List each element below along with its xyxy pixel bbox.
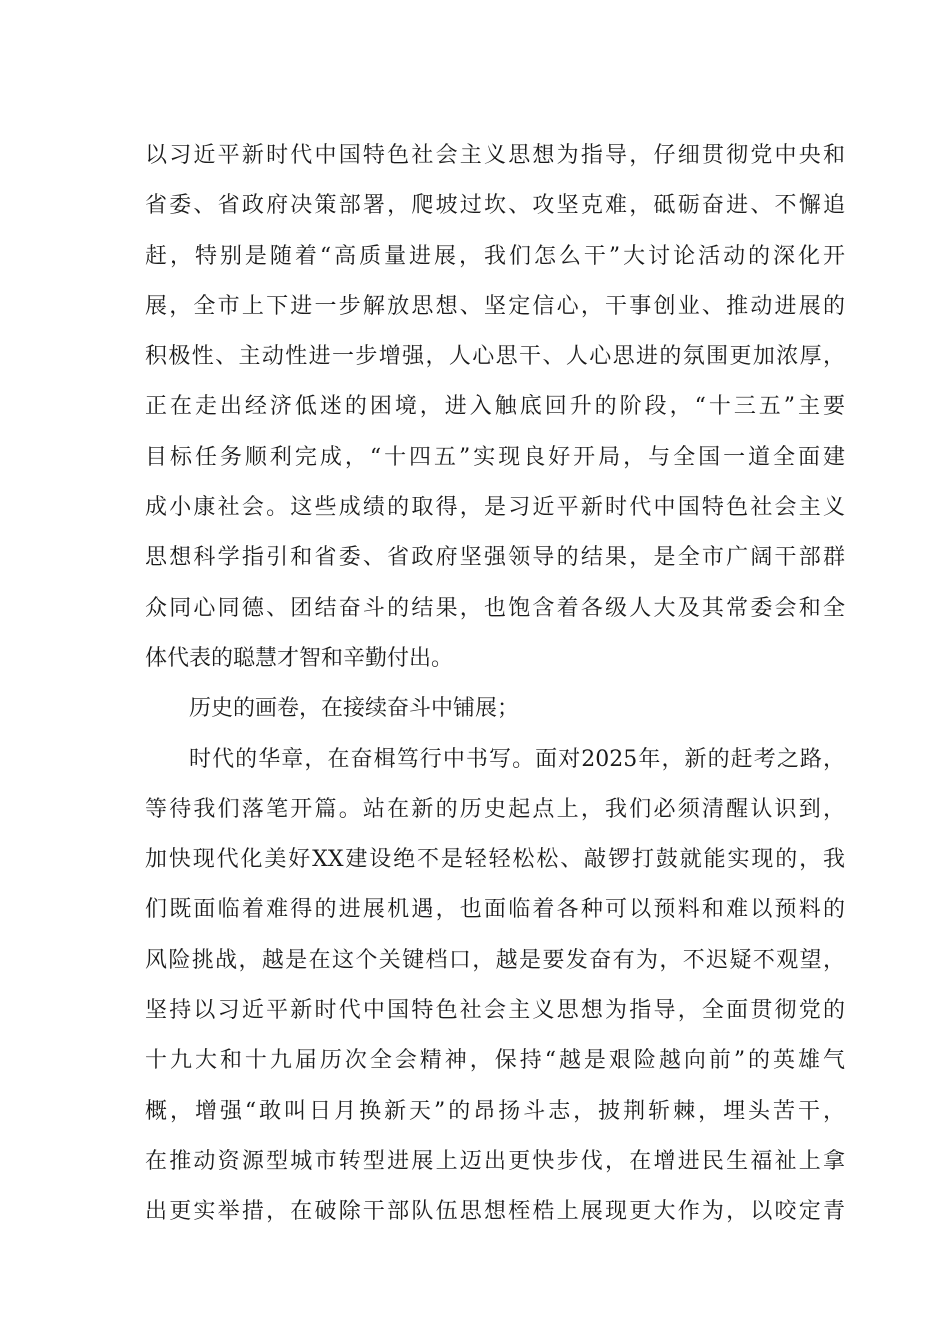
text-line: 概，增强“敢叫日月换新天”的昂扬斗志，披荆斩棘，埋头苦干， (145, 1098, 845, 1124)
text-line: 省委、省政府决策部署，爬坡过坎、攻坚克难，砥砺奋进、不懈追 (145, 193, 845, 219)
text-line: 出更实举措，在破除干部队伍思想桎梏上展现更大作为，以咬定青 (145, 1199, 845, 1225)
text-line: 体代表的聪慧才智和辛勤付出。 (145, 645, 454, 671)
text-line: 时代的华章，在奋楫笃行中书写。面对2025年，新的赶考之路， (189, 746, 845, 772)
text-line: 历史的画卷，在接续奋斗中铺展； (189, 696, 520, 722)
text-line: 以习近平新时代中国特色社会主义思想为指导，仔细贯彻党中央和 (145, 143, 845, 168)
text-line: 众同心同德、团结奋斗的结果，也饱含着各级人大及其常委会和全 (145, 595, 845, 621)
text-line: 正在走出经济低迷的困境，进入触底回升的阶段，“十三五”主要 (145, 394, 845, 420)
text-line: 在推动资源型城市转型进展上迈出更快步伐，在增进民生福祉上拿 (145, 1148, 845, 1174)
text-line: 风险挑战，越是在这个关键档口，越是要发奋有为，不迟疑不观望， (145, 947, 845, 973)
text-line: 积极性、主动性进一步增强，人心思干、人心思进的氛围更加浓厚， (145, 344, 845, 370)
text-line: 加快现代化美好XX建设绝不是轻轻松松、敲锣打鼓就能实现的，我 (145, 847, 845, 873)
text-line: 等待我们落笔开篇。站在新的历史起点上，我们必须清醒认识到， (145, 796, 845, 822)
document-body (145, 131, 845, 1238)
text-line: 十九大和十九届历次全会精神，保持“越是艰险越向前”的英雄气 (145, 1048, 845, 1074)
text-line: 展，全市上下进一步解放思想、坚定信心，干事创业、推动进展的 (145, 293, 845, 319)
text-line: 们既面临着难得的进展机遇，也面临着各种可以预料和难以预料的 (145, 897, 845, 923)
text-line: 成小康社会。这些成绩的取得，是习近平新时代中国特色社会主义 (145, 495, 845, 521)
text-line: 赶，特别是随着“高质量进展，我们怎么干”大讨论活动的深化开 (145, 243, 845, 269)
text-line: 思想科学指引和省委、省政府坚强领导的结果，是全市广阔干部群 (145, 545, 845, 571)
text-line: 坚持以习近平新时代中国特色社会主义思想为指导，全面贯彻党的 (145, 998, 845, 1024)
text-line: 目标任务顺利完成，“十四五”实现良好开局，与全国一道全面建 (145, 444, 845, 470)
